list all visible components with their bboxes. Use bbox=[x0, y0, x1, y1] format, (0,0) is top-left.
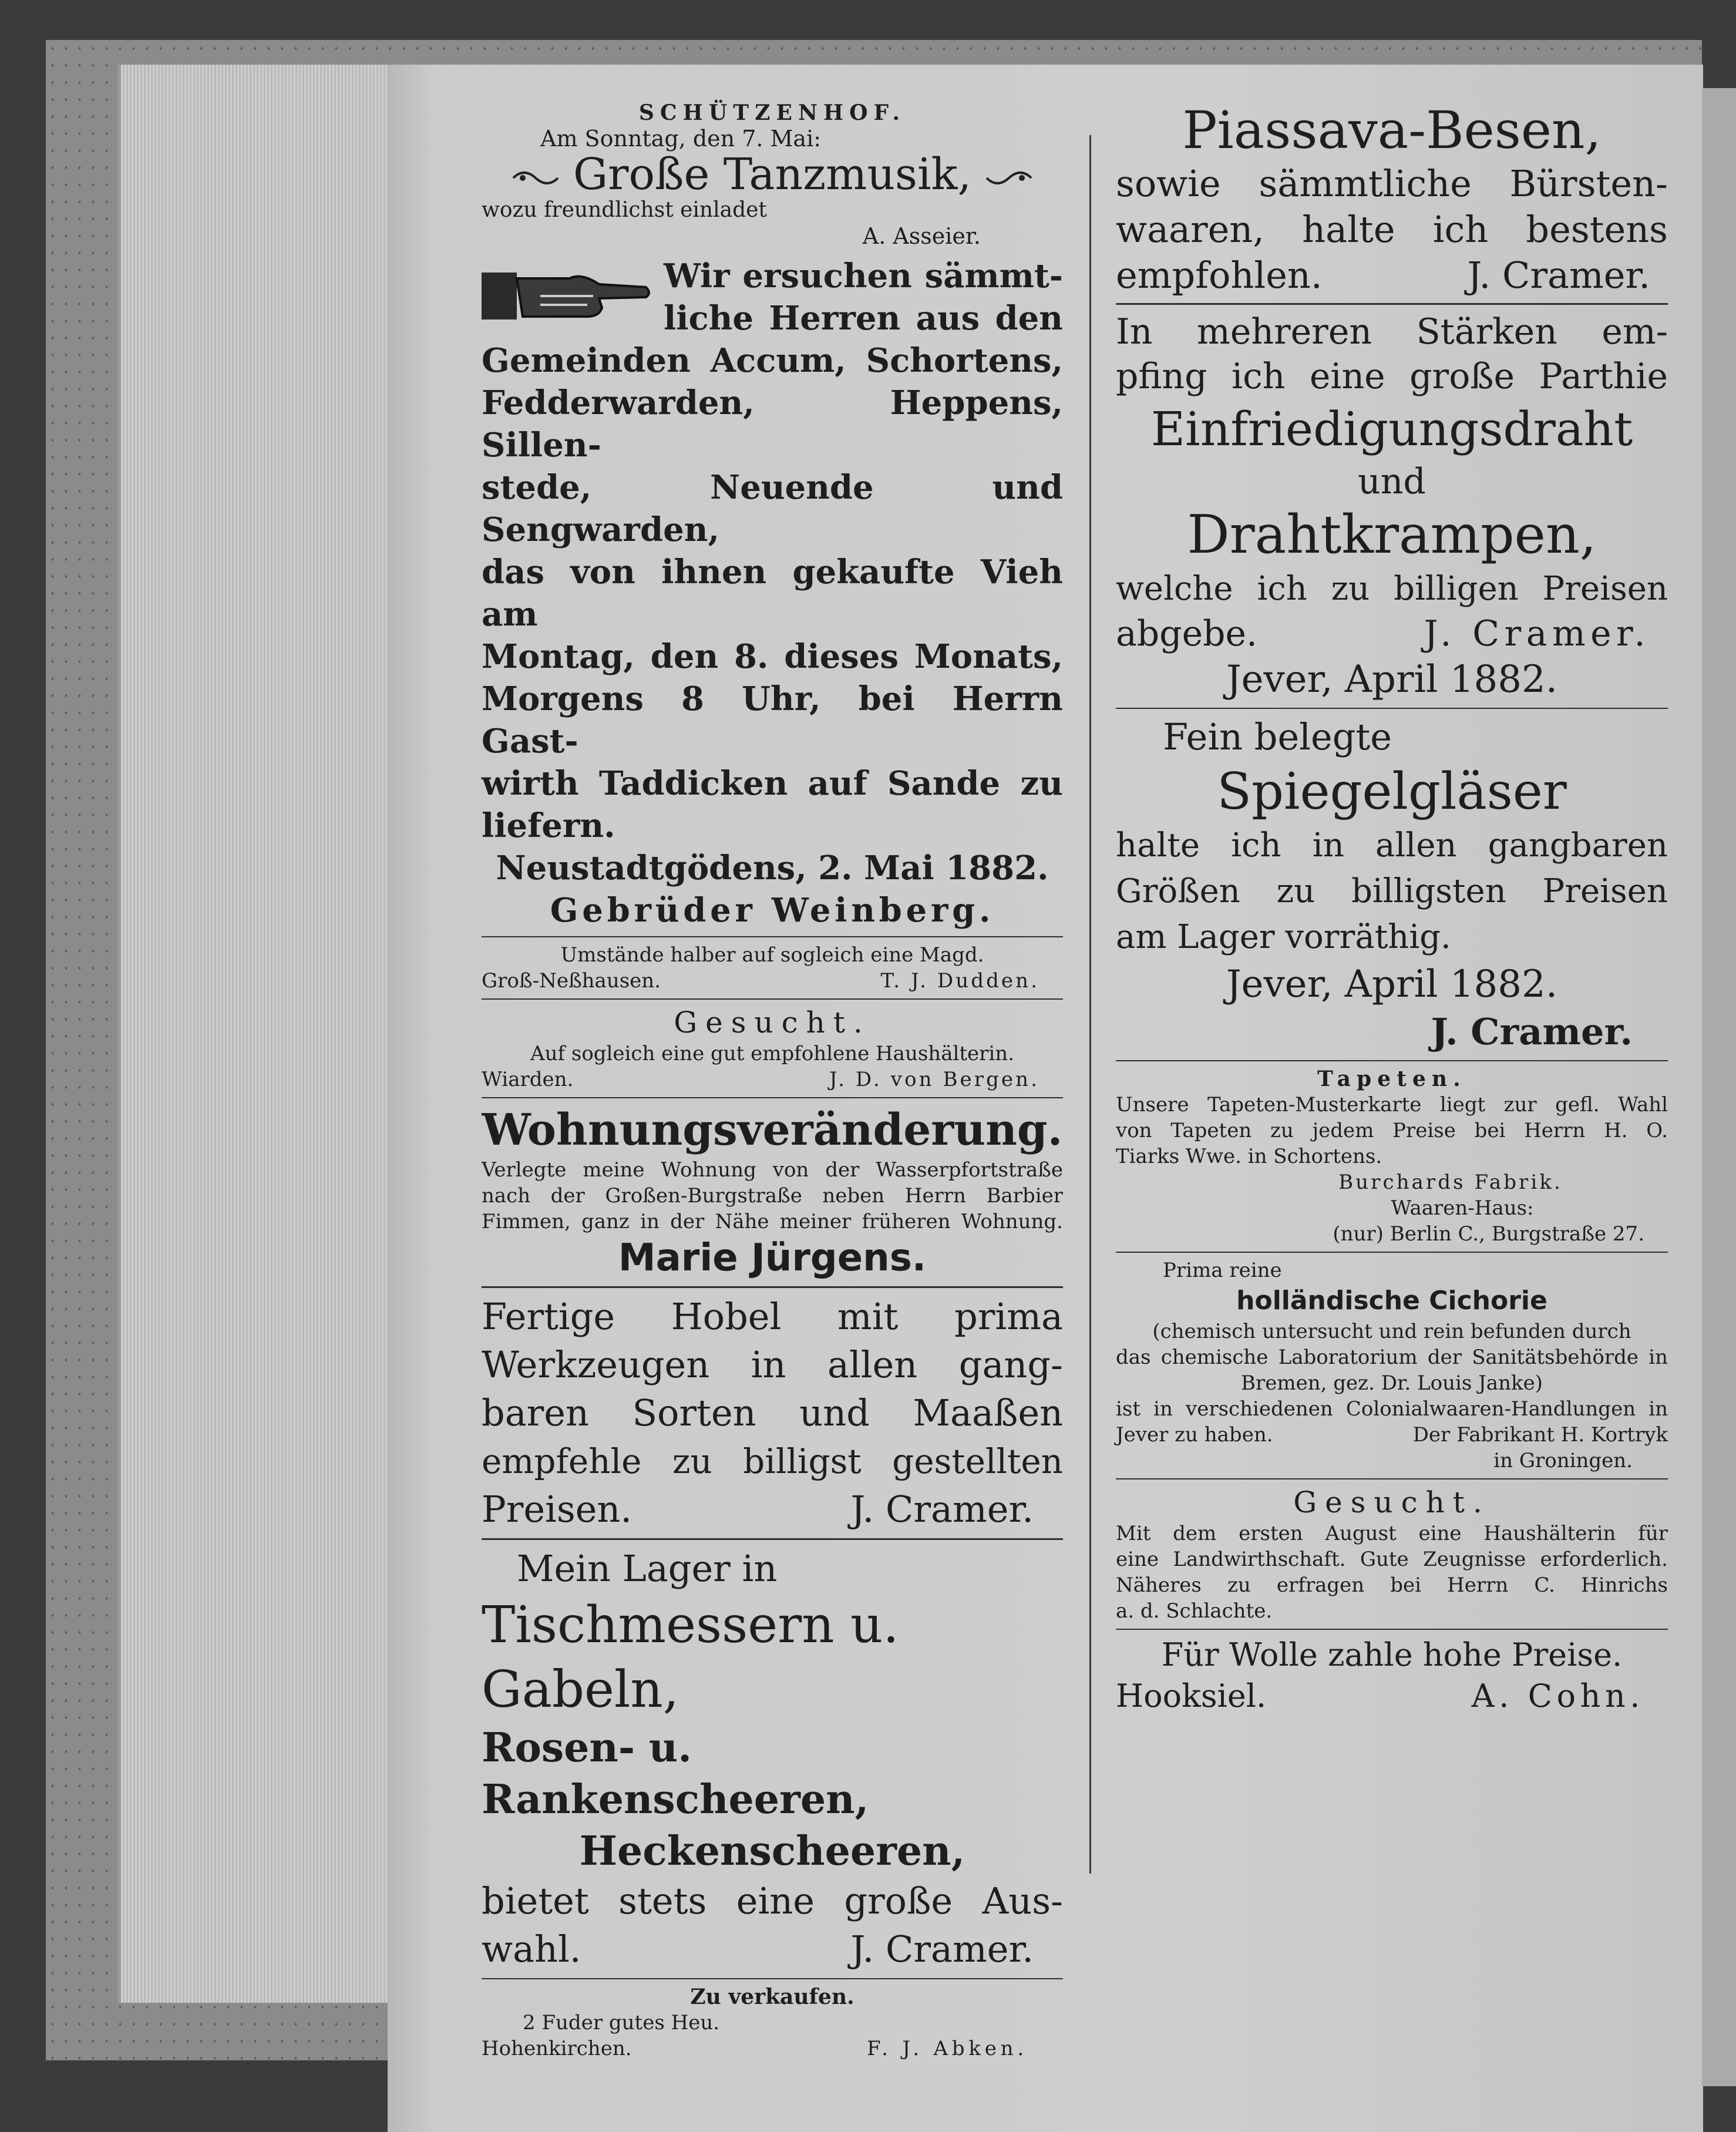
tapeten-firm-2: Waaren-Haus: bbox=[1391, 1196, 1534, 1220]
column-divider bbox=[1089, 135, 1091, 1874]
divider-rule bbox=[1116, 1478, 1668, 1479]
piassava-line-2: waaren, halte ich bestens bbox=[1116, 208, 1668, 251]
draht-and: und bbox=[1358, 461, 1426, 502]
messer-footer bbox=[482, 1925, 1063, 1973]
ad-cichorie bbox=[1116, 1257, 1668, 1474]
draht-line-1: In mehreren Stärken em- bbox=[1116, 311, 1668, 352]
hobel-line-3: baren Sorten und Maaßen bbox=[482, 1391, 1063, 1434]
cichorie-intro: Prima reine bbox=[1163, 1259, 1282, 1282]
cichorie-line-2: das chemische Laboratorium der Sanitätsbehörde in bbox=[1116, 1346, 1668, 1369]
juergens-heading: Wohnungsveränderung. bbox=[482, 1105, 1063, 1155]
divider-rule bbox=[482, 1978, 1063, 1979]
weinberg-signer: Gebrüder Weinberg. bbox=[550, 891, 995, 930]
piassava-heading: Piassava-Besen, bbox=[1182, 100, 1602, 160]
spiegel-line-3: Größen zu billigsten Preisen bbox=[1116, 872, 1668, 910]
ad-hobel bbox=[482, 1293, 1063, 1534]
spiegel-line-1: Fein belegte bbox=[1163, 715, 1392, 758]
divider-rule bbox=[1116, 1629, 1668, 1630]
cichorie-line-3: Bremen, gez. Dr. Louis Janke) bbox=[1241, 1371, 1543, 1395]
messer-line-2: Tischmessern u. Gabeln, bbox=[482, 1596, 899, 1719]
page-edges bbox=[117, 65, 426, 2003]
ad-event-title bbox=[482, 149, 1063, 200]
draht-product-2: Drahtkrampen, bbox=[1187, 504, 1597, 566]
tapeten-address: (nur) Berlin C., Burgstraße 27. bbox=[1333, 1222, 1644, 1246]
juergens-line-1: Verlegte meine Wohnung von der Wasserpfortstraße bbox=[482, 1158, 1063, 1182]
messer-line-3: Rosen- u. Rankenscheeren, bbox=[482, 1724, 869, 1823]
weinberg-line-7: Montag, den 8. dieses Monats, bbox=[482, 637, 1063, 676]
abken-place: Hohenkirchen. bbox=[482, 2037, 632, 2060]
weinberg-line-3: Gemeinden Accum, Schortens, bbox=[482, 341, 1063, 380]
juergens-line-2: nach der Großen-Burgstraße neben Herrn Barbier bbox=[482, 1184, 1063, 1208]
tapeten-firm-1: Burchards Fabrik. bbox=[1338, 1171, 1563, 1194]
ornament-left-icon bbox=[512, 166, 559, 190]
piassava-last: empfohlen. bbox=[1116, 254, 1323, 297]
abken-text: 2 Fuder gutes Heu. bbox=[523, 2011, 720, 2035]
cichorie-line-1: (chemisch untersucht und rein befunden durch bbox=[1152, 1320, 1631, 1343]
tapeten-line-2: von Tapeten zu jedem Preise bei Herrn H. O. bbox=[1116, 1119, 1668, 1142]
cichorie-place: Jever zu haben. bbox=[1116, 1423, 1273, 1447]
piassava-footer bbox=[1116, 253, 1668, 298]
dudden-signer: T. J. Dudden. bbox=[880, 969, 1039, 993]
divider-rule bbox=[482, 936, 1063, 937]
weinberg-line-6: das von ihnen gekaufte Vieh am bbox=[482, 553, 1063, 634]
juergens-signer: Marie Jürgens. bbox=[618, 1236, 927, 1280]
cichorie-maker-place: in Groningen. bbox=[1493, 1449, 1633, 1472]
weinberg-line-8: Morgens 8 Uhr, bei Herrn Gast- bbox=[482, 680, 1063, 761]
weinberg-line-9: wirth Taddicken auf Sande zu bbox=[482, 764, 1063, 803]
cichorie-product: holländische Cichorie bbox=[1236, 1286, 1547, 1316]
ad-tapeten bbox=[1116, 1066, 1668, 1247]
ad-weinberg bbox=[482, 255, 1063, 932]
ad-schuetzenhof bbox=[482, 100, 1063, 249]
cohn-signer: A. Cohn. bbox=[1471, 1677, 1644, 1714]
draht-last: abgebe. bbox=[1116, 613, 1258, 654]
draht-signer: J. Cramer. bbox=[1424, 613, 1650, 654]
weinberg-line-2: liche Herren aus den bbox=[664, 299, 1063, 338]
hobel-footer bbox=[482, 1485, 1063, 1534]
piassava-signer: J. Cramer. bbox=[1467, 254, 1650, 297]
facing-page-edge bbox=[1702, 88, 1736, 2086]
weinberg-line-1: Wir ersuchen sämmt- bbox=[664, 257, 1063, 295]
weinberg-line-4: Fedderwarden, Heppens, Sillen- bbox=[482, 384, 1063, 465]
hobel-line-2: Werkzeugen in allen gang- bbox=[482, 1343, 1063, 1386]
messer-signer: J. Cramer. bbox=[850, 1928, 1034, 1970]
right-column bbox=[1116, 100, 1668, 1717]
divider-rule bbox=[482, 998, 1063, 1000]
bergen-text: Auf sogleich eine gut empfohlene Haushälterin. bbox=[530, 1042, 1014, 1065]
messer-line-4: Heckenscheeren, bbox=[579, 1828, 965, 1875]
hinrichs-line-1: Mit dem ersten August eine Haushälterin für bbox=[1116, 1522, 1668, 1545]
hinrichs-line-3: Näheres zu erfragen bei Herrn C. Hinrichs bbox=[1116, 1573, 1668, 1597]
cohn-place: Hooksiel. bbox=[1116, 1677, 1267, 1714]
draht-footer bbox=[1116, 611, 1668, 656]
cohn-footer bbox=[1116, 1676, 1668, 1717]
ad-dudden bbox=[482, 942, 1063, 994]
ad-draht bbox=[1116, 310, 1668, 703]
messer-line-1: Mein Lager in bbox=[517, 1547, 778, 1590]
dudden-place: Groß-Neßhausen. bbox=[482, 969, 661, 993]
weinberg-line-5: stede, Neuende und Sengwarden, bbox=[482, 468, 1063, 549]
tapeten-heading: Tapeten. bbox=[1317, 1067, 1466, 1091]
abken-signer: F. J. Abken. bbox=[867, 2037, 1028, 2060]
ad-signer: A. Asseier. bbox=[862, 223, 981, 249]
bergen-footer bbox=[482, 1067, 1063, 1092]
weinberg-place-date: Neustadtgödens, 2. Mai 1882. bbox=[496, 849, 1049, 887]
weinberg-line-10: liefern. bbox=[482, 806, 615, 845]
spiegel-place-date: Jever, April 1882. bbox=[1226, 963, 1558, 1006]
hinrichs-line-2: eine Landwirthschaft. Gute Zeugnisse erforderlich. bbox=[1116, 1548, 1668, 1571]
divider-rule bbox=[1116, 1252, 1668, 1253]
ad-messer bbox=[482, 1545, 1063, 1973]
spiegel-product: Spiegelgläser bbox=[1217, 762, 1567, 821]
spiegel-line-2: halte ich in allen gangbaren bbox=[1116, 826, 1668, 865]
cichorie-line-4: ist in verschiedenen Colonialwaaren-Handlungen in bbox=[1116, 1397, 1668, 1421]
cohn-text: Für Wolle zahle hohe Preise. bbox=[1161, 1636, 1623, 1673]
spiegel-signer: J. Cramer. bbox=[1431, 1010, 1633, 1053]
ad-juergens bbox=[482, 1103, 1063, 1282]
divider-rule bbox=[482, 1097, 1063, 1098]
ad-cohn bbox=[1116, 1635, 1668, 1717]
divider-rule bbox=[482, 1286, 1063, 1288]
spiegel-line-4: am Lager vorräthig. bbox=[1116, 918, 1451, 956]
ad-abken bbox=[482, 1984, 1063, 2062]
dudden-text: Umstände halber auf sogleich eine Magd. bbox=[560, 943, 984, 967]
ad-spiegel bbox=[1116, 714, 1668, 1055]
draht-place-date: Jever, April 1882. bbox=[1226, 658, 1558, 701]
ad-bergen bbox=[482, 1004, 1063, 1092]
messer-last: wahl. bbox=[482, 1928, 581, 1970]
divider-rule bbox=[482, 1538, 1063, 1540]
tapeten-line-3: Tiarks Wwe. in Schortens. bbox=[1116, 1145, 1382, 1168]
draht-product-1: Einfriedigungsdraht bbox=[1150, 402, 1633, 456]
draht-line-3: welche ich zu billigen Preisen bbox=[1116, 570, 1668, 608]
event-name: Große Tanzmusik, bbox=[573, 149, 971, 200]
pointing-hand-icon bbox=[482, 261, 652, 325]
abken-heading: Zu verkaufen. bbox=[690, 1985, 854, 2009]
cichorie-maker: Der Fabrikant H. Kortryk bbox=[1412, 1423, 1668, 1447]
ad-date: Am Sonntag, den 7. Mai: bbox=[540, 126, 822, 152]
divider-rule bbox=[1116, 708, 1668, 709]
ad-invite: wozu freundlichst einladet bbox=[482, 198, 767, 222]
piassava-line-1: sowie sämmtliche Bürsten- bbox=[1116, 162, 1668, 205]
cichorie-footer bbox=[1116, 1422, 1668, 1448]
divider-rule bbox=[1116, 1060, 1668, 1061]
hobel-signer: J. Cramer. bbox=[850, 1488, 1034, 1531]
bergen-signer: J. D. von Bergen. bbox=[829, 1068, 1039, 1091]
abken-footer bbox=[482, 2036, 1063, 2062]
hobel-line-4: empfehle zu billigst gestellten bbox=[482, 1441, 1063, 1481]
ad-piassava bbox=[1116, 100, 1668, 298]
ornament-right-icon bbox=[985, 166, 1032, 190]
dudden-footer bbox=[482, 968, 1063, 994]
ad-hinrichs bbox=[1116, 1484, 1668, 1624]
hobel-last: Preisen. bbox=[482, 1488, 633, 1531]
draht-line-2: pfing ich eine große Parthie bbox=[1116, 356, 1668, 397]
divider-rule bbox=[1116, 303, 1668, 305]
messer-line-5: bietet stets eine große Aus- bbox=[482, 1879, 1063, 1922]
left-column bbox=[482, 100, 1063, 2062]
juergens-line-3: Fimmen, ganz in der Nähe meiner früheren Wohnung. bbox=[482, 1210, 1063, 1233]
bergen-heading: Gesucht. bbox=[674, 1006, 871, 1040]
hinrichs-line-4: a. d. Schlachte. bbox=[1116, 1599, 1273, 1623]
bergen-place: Wiarden. bbox=[482, 1068, 574, 1091]
hinrichs-heading: Gesucht. bbox=[1293, 1485, 1491, 1519]
ad-heading: SCHÜTZENHOF. bbox=[638, 100, 906, 125]
tapeten-line-1: Unsere Tapeten-Musterkarte liegt zur gefl. Wahl bbox=[1116, 1093, 1668, 1117]
hobel-line-1: Fertige Hobel mit prima bbox=[482, 1295, 1063, 1338]
